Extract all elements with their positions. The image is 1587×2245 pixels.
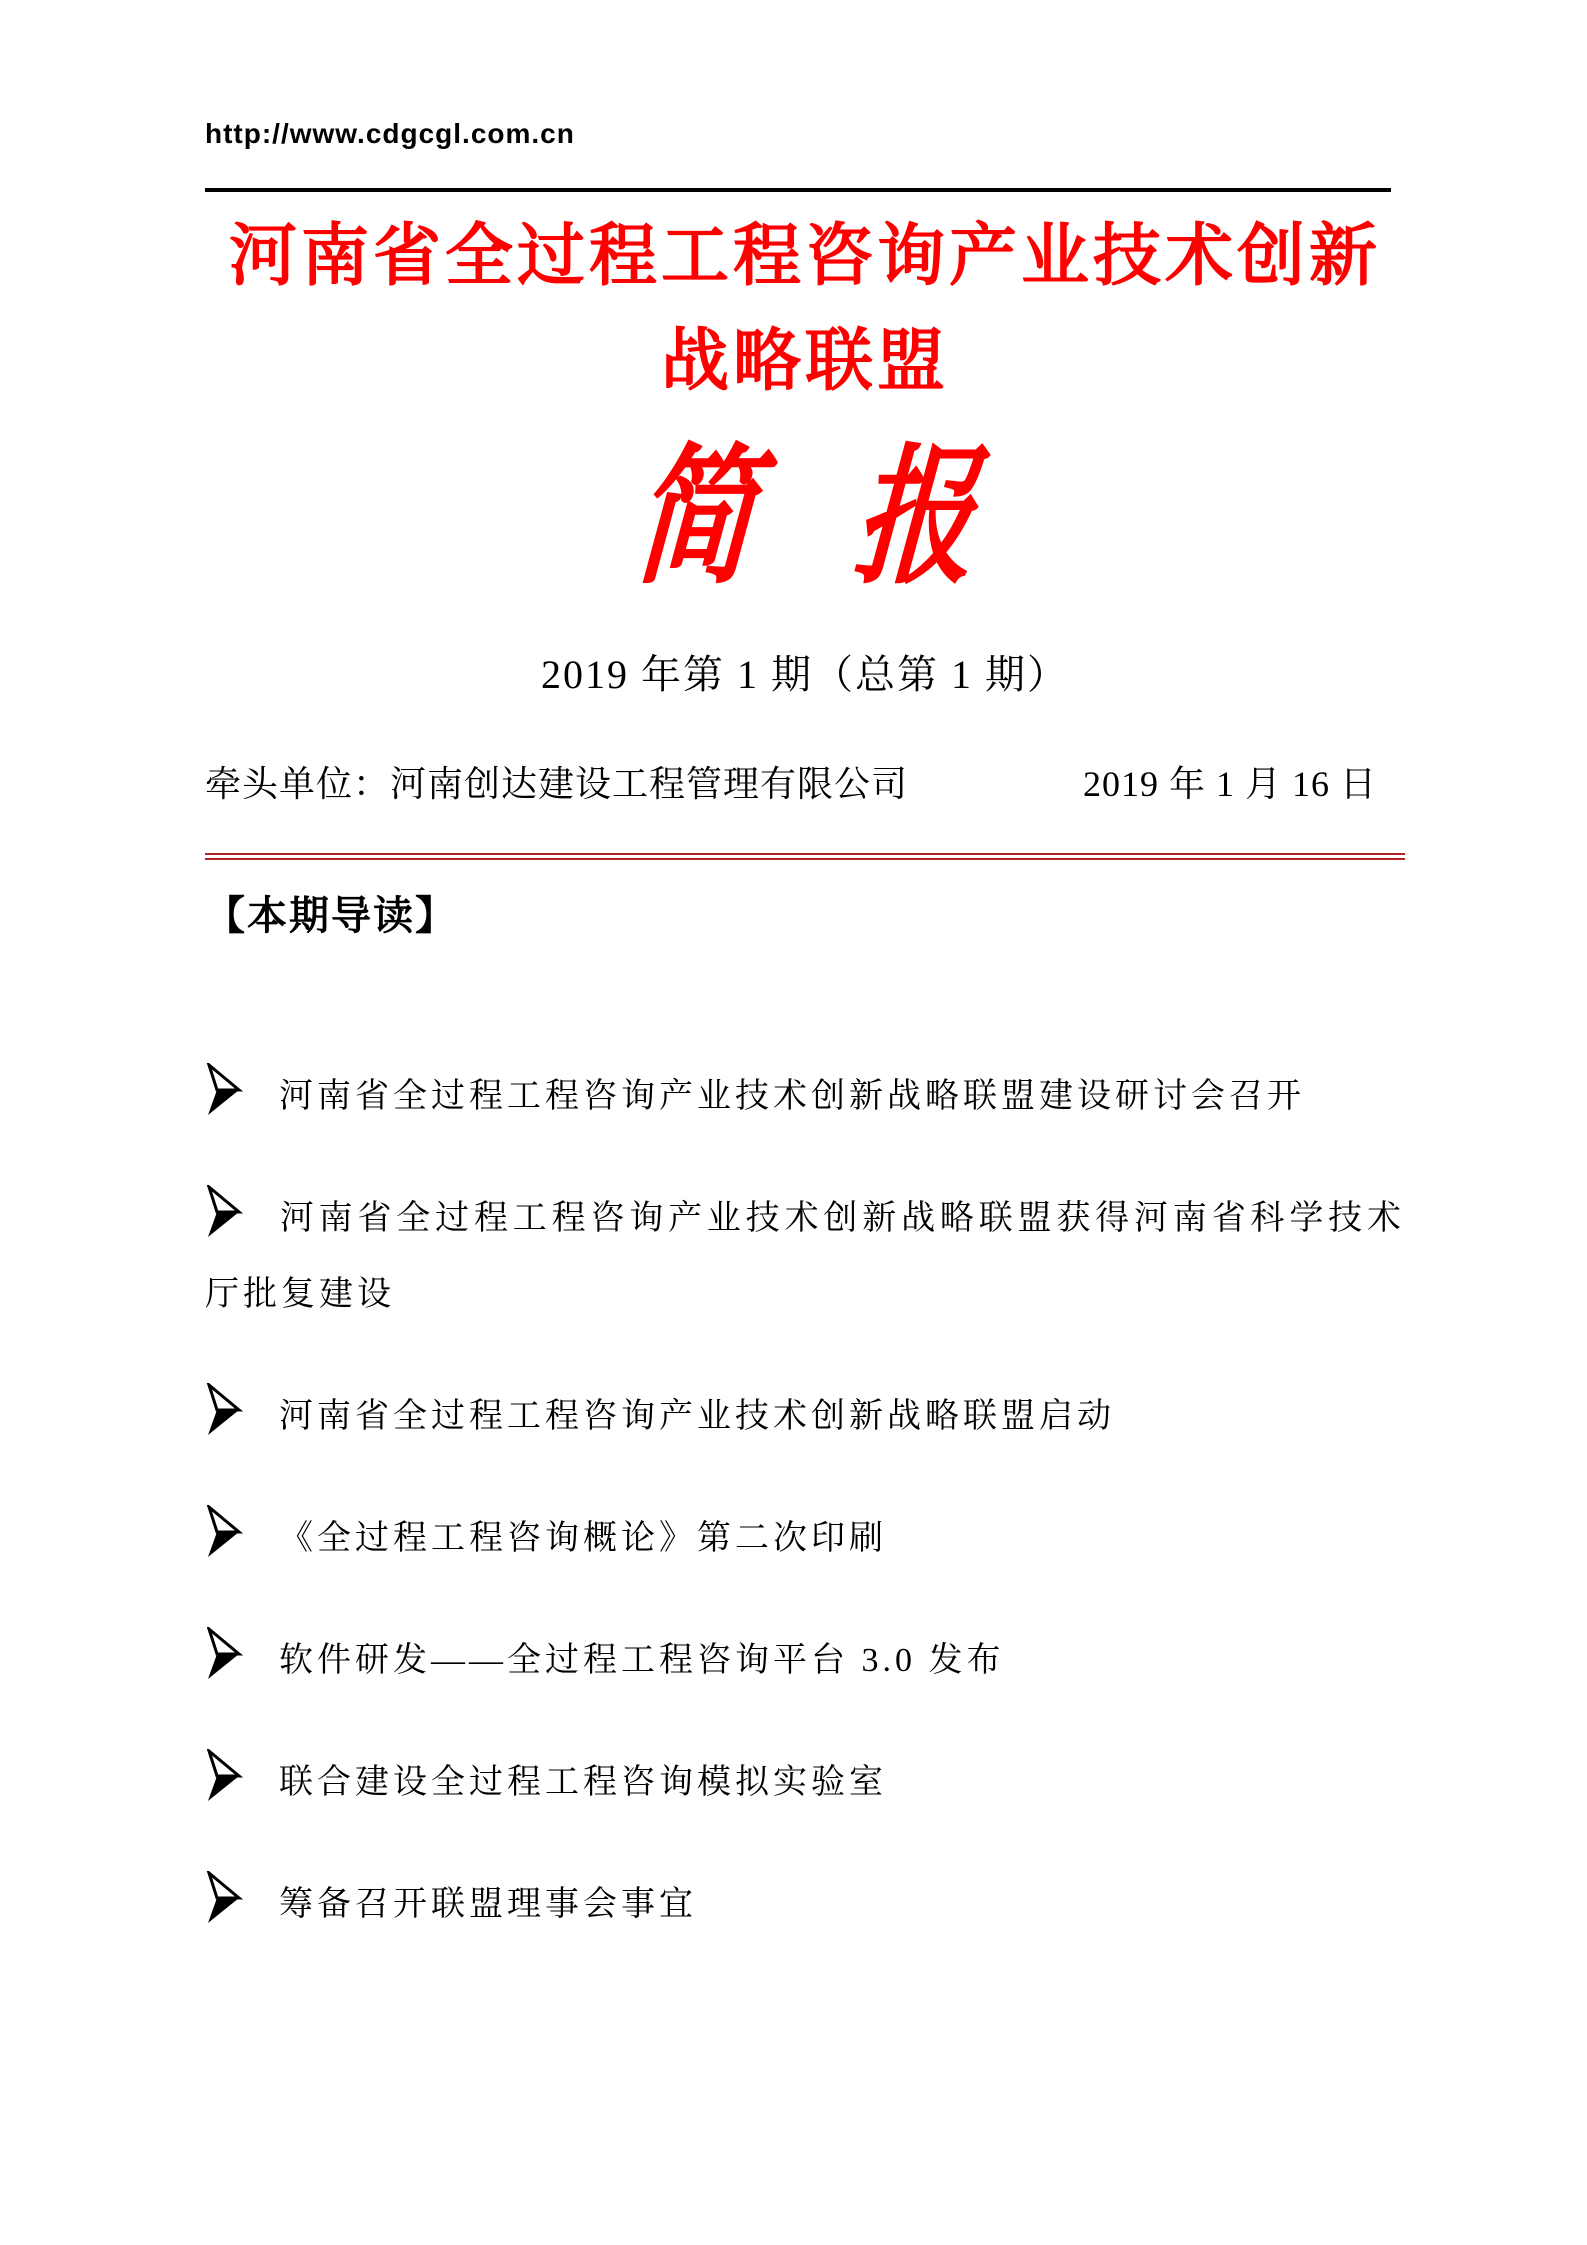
- lead-org-row: [205, 756, 1405, 807]
- red-divider: [205, 853, 1405, 860]
- arrow-bullet-icon: [205, 1063, 243, 1117]
- arrow-bullet-icon: [205, 1749, 243, 1803]
- page-content: [205, 0, 1405, 1988]
- toc-item: [205, 1745, 1405, 1822]
- toc-item-label: 筹备召开联盟理事会事宜: [279, 1885, 697, 1923]
- issue-date: 2019 年 1 月 16 日: [1082, 763, 1377, 804]
- arrow-bullet-icon: [205, 1185, 243, 1239]
- bulletin-name: 简 报: [629, 435, 981, 602]
- toc-item: [205, 1181, 1405, 1335]
- toc-item-label: 《全过程工程咨询概论》第二次印刷: [279, 1520, 887, 1558]
- toc-item: [205, 1501, 1405, 1578]
- website-url: http://www.cdgcgl.com.cn: [205, 118, 575, 149]
- title-line-1: 河南省全过程工程咨询产业技术创新: [228, 218, 1381, 294]
- toc-item: [205, 1867, 1405, 1944]
- title-line-2: 战略联盟: [660, 323, 949, 400]
- page-title: [205, 204, 1405, 415]
- arrow-bullet-icon: [205, 1383, 243, 1437]
- toc-item-label: 河南省全过程工程咨询产业技术创新战略联盟启动: [279, 1398, 1115, 1436]
- toc-item: [205, 1623, 1405, 1700]
- toc-header: 【本期导读】: [205, 893, 457, 938]
- top-divider: [205, 188, 1391, 192]
- lead-org: 牵头单位：河南创达建设工程管理有限公司: [205, 763, 909, 804]
- toc-item-label: 河南省全过程工程咨询产业技术创新战略联盟建设研讨会召开: [279, 1077, 1305, 1115]
- arrow-bullet-icon: [205, 1871, 243, 1925]
- toc-item: [205, 1059, 1405, 1136]
- toc-list: [205, 1059, 1405, 1944]
- toc-item-label: 联合建设全过程工程咨询模拟实验室: [279, 1763, 887, 1801]
- toc-item-label: 河南省全过程工程咨询产业技术创新战略联盟获得河南省科学技术厅批复建设: [205, 1199, 1405, 1314]
- arrow-bullet-icon: [205, 1505, 243, 1559]
- issue-number: 2019 年第 1 期（总第 1 期）: [541, 651, 1069, 697]
- toc-item-label: 软件研发——全过程工程咨询平台 3.0 发布: [279, 1641, 1005, 1679]
- arrow-bullet-icon: [205, 1627, 243, 1681]
- toc-item: [205, 1379, 1405, 1456]
